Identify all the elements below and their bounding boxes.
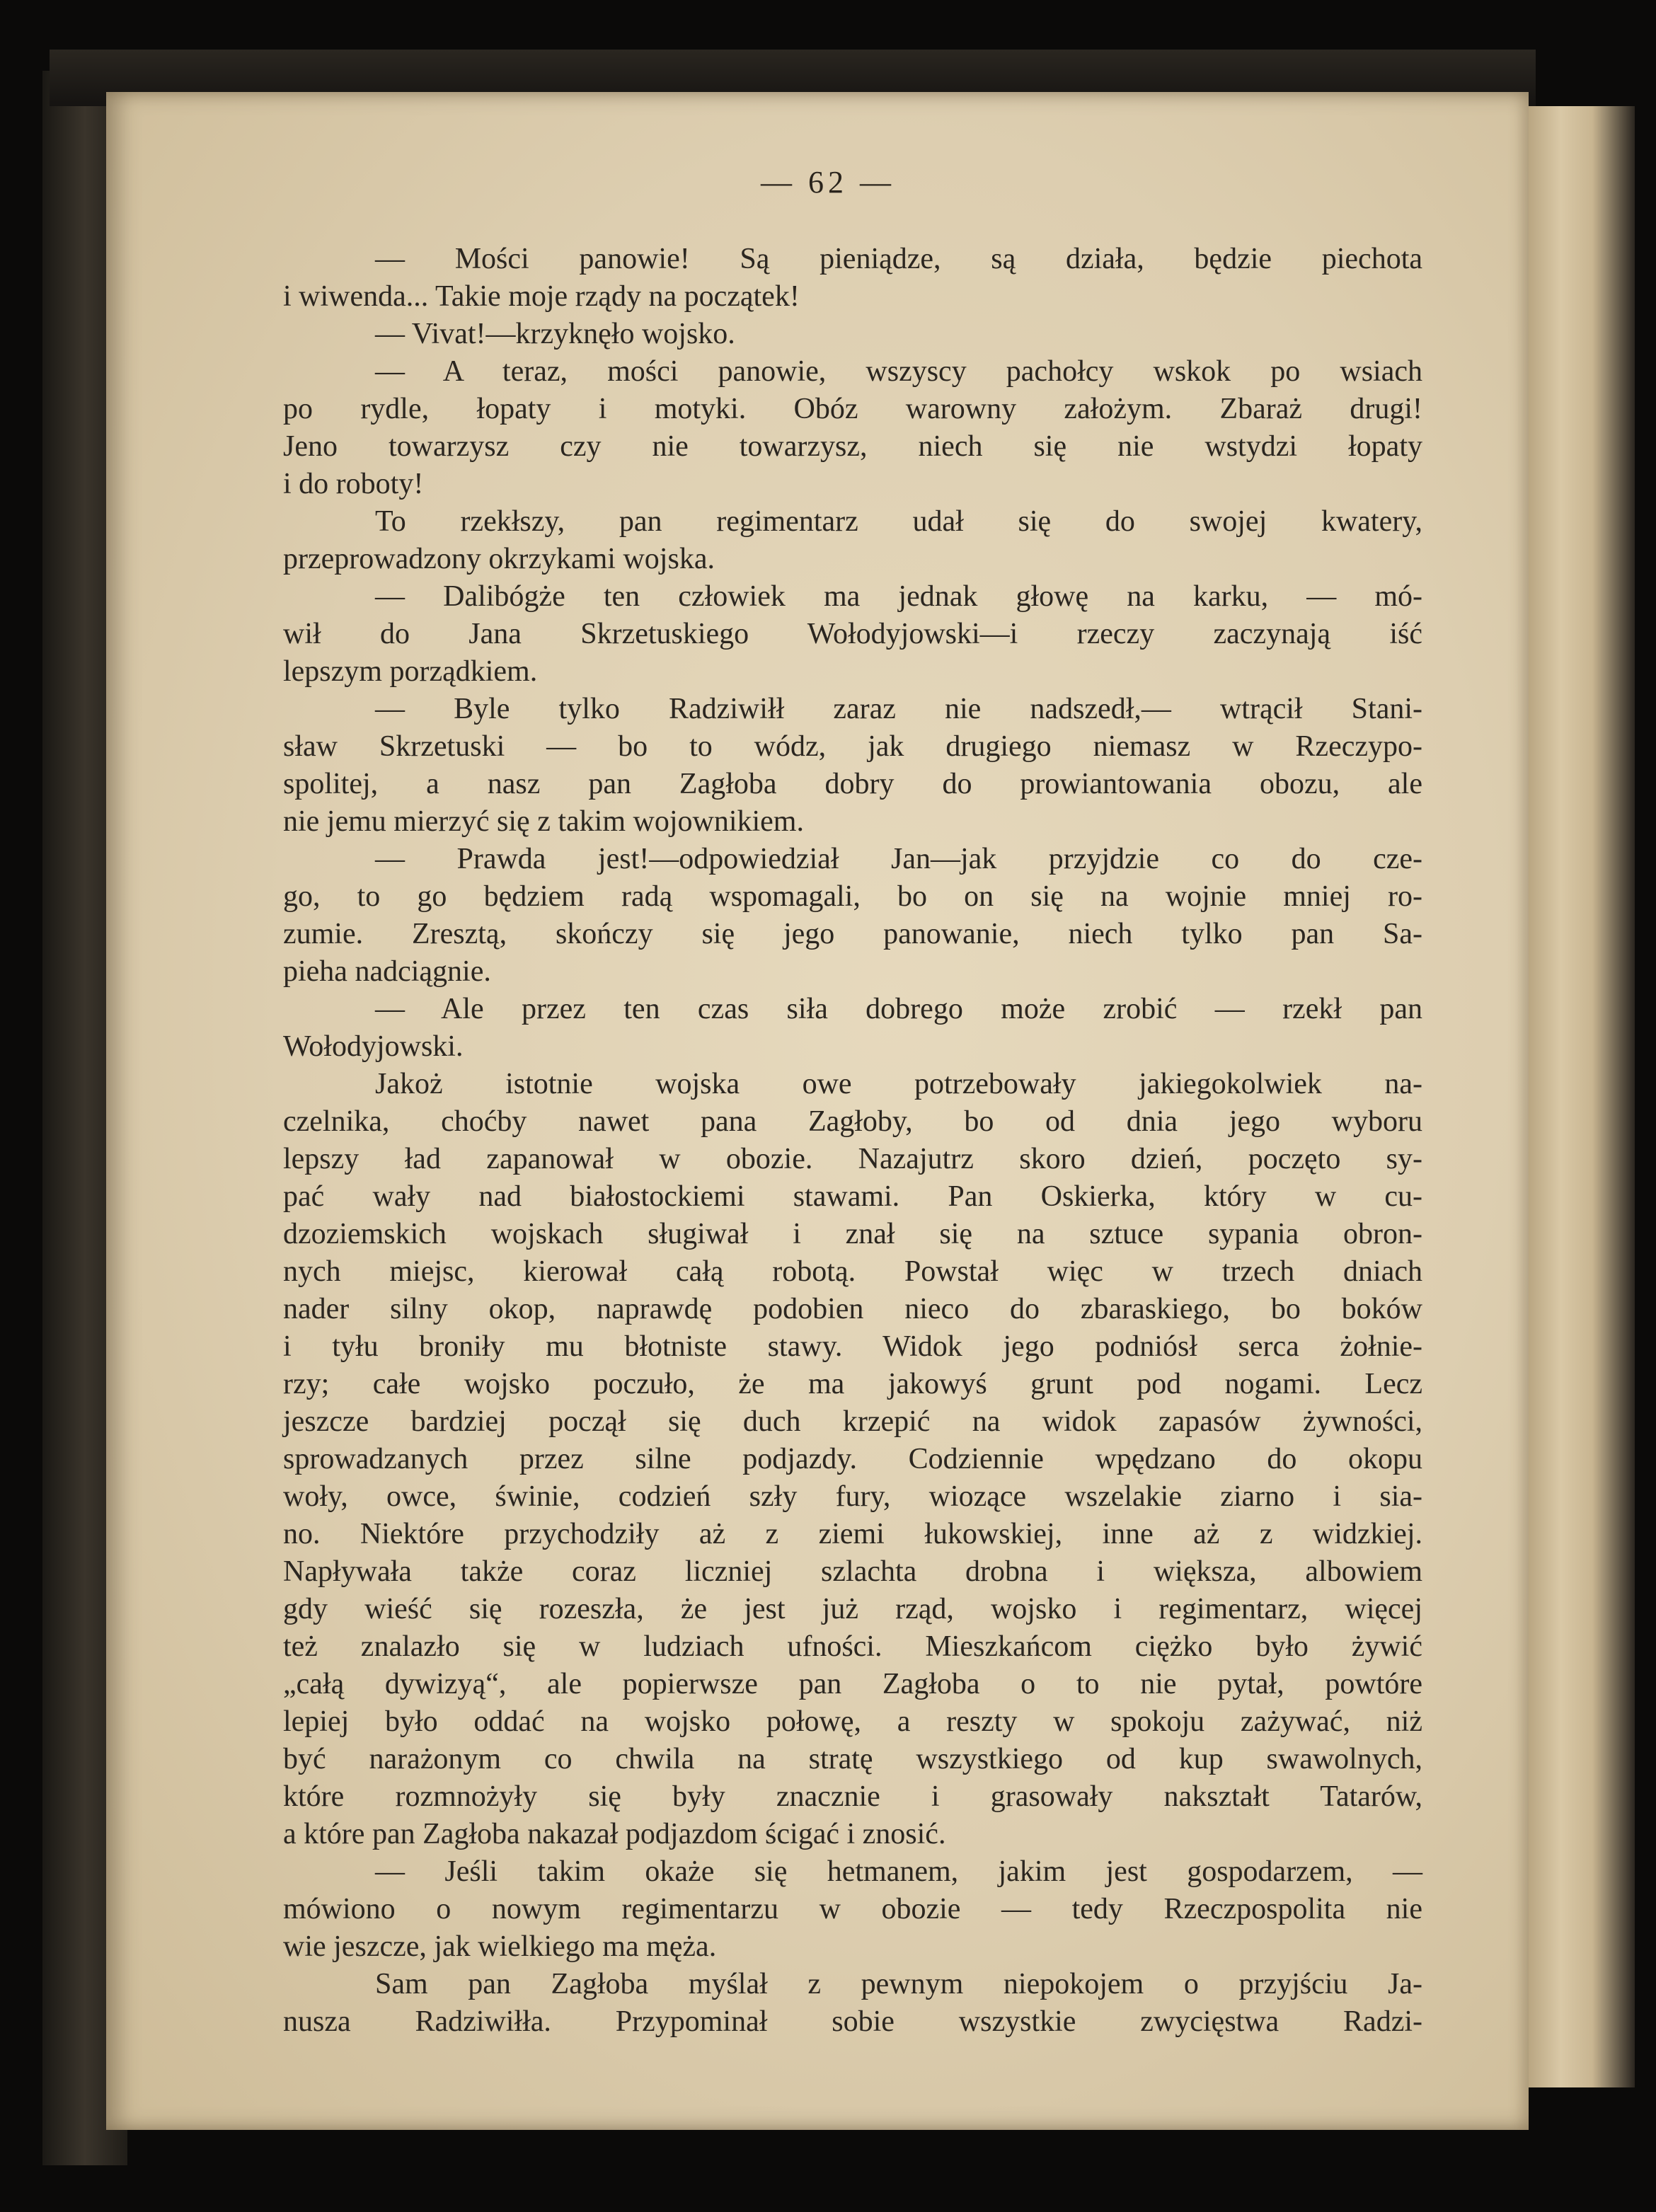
text-line: Jakoż istotnie wojska owe potrzebowały jakiegokolwiek na- [375,1068,1422,1100]
text-line: — Ale przez ten czas siła dobrego może zrobić — rzekł pan [375,993,1422,1025]
text-line: sprowadzanych przez silne podjazdy. Codziennie wpędzano do okopu [283,1443,1422,1475]
text-line: nych miejsc, kierował całą robotą. Powstał więc w trzech dniach [283,1255,1422,1288]
text-line: nusza Radziwiłła. Przypominał sobie wszystkie zwycięstwa Radzi- [283,2005,1422,2038]
text-line: wie jeszcze, jak wielkiego ma męża. [283,1930,717,1963]
text-line: Wołodyjowski. [283,1030,464,1063]
page-stack-edge [1529,106,1635,2087]
text-line: lepszy ład zapanował w obozie. Nazajutrz skoro dzień, poczęto sy- [283,1143,1422,1175]
text-line: — Jeśli takim okaże się hetmanem, jakim jest gospodarzem, — [375,1855,1422,1888]
text-line: rzy; całe wojsko poczuło, że ma jakowyś grunt pod nogami. Lecz [283,1368,1422,1400]
text-line: jeszcze bardziej począł się duch krzepić na widok zapasów żywności, [283,1405,1422,1438]
text-line: — Byle tylko Radziwiłł zaraz nie nadszedł,— wtrącił Stani- [375,693,1422,725]
text-line: Sam pan Zagłoba myślał z pewnym niepokojem o przyjściu Ja- [375,1968,1422,2000]
text-line: nader silny okop, naprawdę podobien nieco do zbaraskiego, bo boków [283,1293,1422,1325]
text-line: mówiono o nowym regimentarzu w obozie — tedy Rzeczpospolita nie [283,1893,1422,1925]
text-line: gdy wieść się rozeszła, że jest już rząd, wojsko i regimentarz, więcej [283,1593,1422,1625]
text-line: woły, owce, świnie, codzień szły fury, wiozące wszelakie ziarno i sia- [283,1480,1422,1513]
text-line: To rzekłszy, pan regimentarz udał się do swojej kwatery, [375,505,1422,538]
text-line: po rydle, łopaty i motyki. Obóz warowny założym. Zbaraż drugi! [283,393,1422,425]
text-line: Napływała także coraz liczniej szlachta drobna i większa, albowiem [283,1555,1422,1588]
text-line: które rozmnożyły się były znacznie i grasowały nakształt Tatarów, [283,1780,1422,1813]
text-line: zumie. Zresztą, skończy się jego panowanie, niech tylko pan Sa- [283,918,1422,950]
text-line: — Dalibógże ten człowiek ma jednak głowę na karku, — mó- [375,580,1422,613]
text-line: i do roboty! [283,468,424,500]
text-line: czelnika, choćby nawet pana Zagłoby, bo od dnia jego wyboru [283,1105,1422,1138]
page-number: — 62 — [761,165,895,200]
body-text [283,241,1422,2041]
text-line: lepszym porządkiem. [283,655,538,688]
text-line: i tyłu broniły mu błotniste stawy. Widok jego podniósł serca żołnie- [283,1330,1422,1363]
text-line: sław Skrzetuski — bo to wódz, jak drugiego niemasz w Rzeczypo- [283,730,1422,763]
text-line: dzoziemskich wojskach sługiwał i znał się na sztuce sypania obron- [283,1218,1422,1250]
text-line: i wiwenda... Takie moje rządy na początek! [283,280,800,313]
text-line: Jeno towarzysz czy nie towarzysz, niech się nie wstydzi łopaty [283,430,1422,463]
text-line: — Prawda jest!—odpowiedział Jan—jak przyjdzie co do cze- [375,843,1422,875]
text-line: spolitej, a nasz pan Zagłoba dobry do prowiantowania obozu, ale [283,768,1422,800]
text-line: pieha nadciągnie. [283,955,491,988]
text-line: wił do Jana Skrzetuskiego Wołodyjowski—i rzeczy zaczynają iść [283,618,1422,650]
text-line: być narażonym co chwila na stratę wszystkiego od kup swawolnych, [283,1743,1422,1775]
text-line: lepiej było oddać na wojsko połowę, a reszty w spokoju zażywać, niż [283,1705,1422,1738]
text-line: — A teraz, mości panowie, wszyscy pachołcy wskok po wsiach [375,355,1422,388]
text-line: — Vivat!—krzyknęło wojsko. [375,318,735,350]
text-line: — Mości panowie! Są pieniądze, są działa, będzie piechota [375,243,1422,275]
text-line: no. Niektóre przychodziły aż z ziemi łukowskiej, inne aż z widzkiej. [283,1518,1422,1550]
text-line: go, to go będziem radą wspomagali, bo on się na wojnie mniej ro- [283,880,1422,913]
text-line: też znalazło się w ludziach ufności. Mieszkańcom ciężko było żywić [283,1630,1422,1663]
text-line: pać wały nad białostockiemi stawami. Pan Oskierka, który w cu- [283,1180,1422,1213]
text-line: a które pan Zagłoba nakazał podjazdom ścigać i znosić. [283,1818,946,1850]
text-line: przeprowadzony okrzykami wojska. [283,543,715,575]
text-line: nie jemu mierzyć się z takim wojownikiem. [283,805,804,838]
text-line: „całą dywizyą“, ale popierwsze pan Zagłoba o to nie pytał, powtóre [283,1668,1422,1700]
